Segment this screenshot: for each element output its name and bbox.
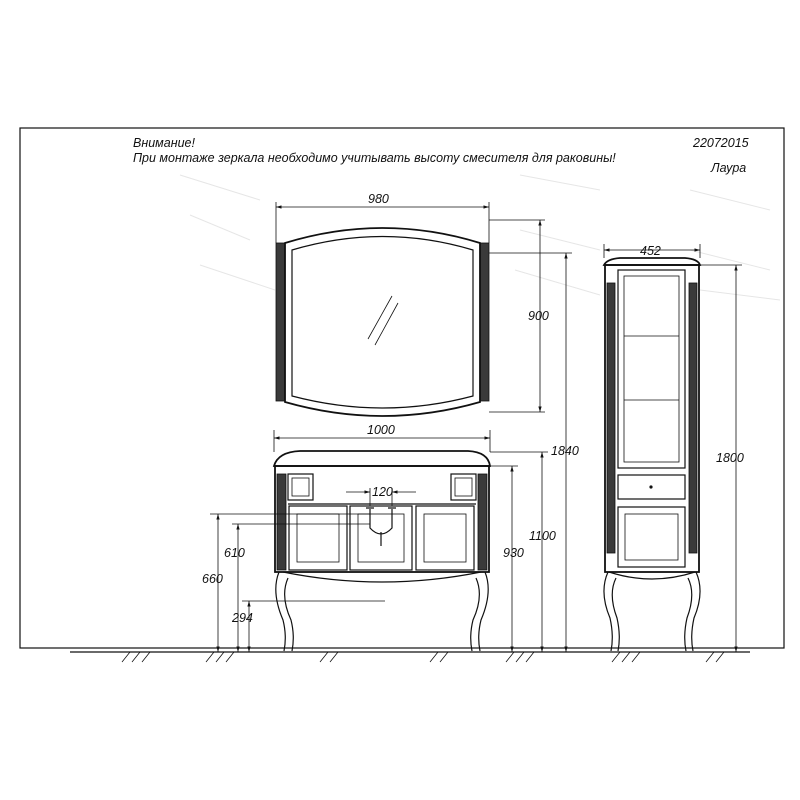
vanity-body <box>275 466 489 572</box>
dim-mirror-width <box>276 192 489 243</box>
dim-cabinet-height <box>700 265 744 652</box>
dim-vanity-width <box>274 423 490 452</box>
cabinet-right-leg <box>685 572 700 651</box>
cabinet-top <box>604 258 700 265</box>
vanity-countertop <box>274 451 490 466</box>
warning-text: При монтаже зеркала необходимо учитывать высоту смесителя для раковины! <box>133 151 616 165</box>
mirror <box>276 228 489 416</box>
vanity-right-pilaster <box>478 474 487 570</box>
vanity-left-leg <box>276 572 293 651</box>
cabinet-right-pilaster <box>689 283 697 553</box>
mirror-frame-outer <box>285 228 480 416</box>
vanity-apron <box>283 572 481 582</box>
vanity-left-pilaster <box>277 474 286 570</box>
vanity-right-door <box>416 506 474 570</box>
label-452: 452 <box>640 244 661 258</box>
dim-vanity-height <box>490 466 524 652</box>
dim-faucet-spacing <box>346 485 416 506</box>
label-610: 610 <box>224 546 245 560</box>
label-660: 660 <box>202 572 223 586</box>
floor-line <box>70 652 750 662</box>
cabinet-apron <box>609 572 695 579</box>
label-900: 900 <box>528 309 549 323</box>
vanity-right-leg <box>471 572 488 651</box>
drawing-code: 22072015 <box>693 136 749 150</box>
label-294: 294 <box>232 611 253 625</box>
label-930: 930 <box>503 546 524 560</box>
dim-cabinet-width <box>604 244 700 258</box>
label-1840: 1840 <box>551 444 579 458</box>
mirror-frame-inner <box>292 237 473 409</box>
cabinet-left-leg <box>604 572 619 651</box>
label-1100: 1100 <box>529 529 556 543</box>
label-1800: 1800 <box>716 451 744 465</box>
model-name: Лаура <box>711 161 747 175</box>
cabinet-glass-door <box>618 270 685 468</box>
mirror-right-column <box>480 243 489 401</box>
vanity <box>274 451 490 651</box>
vanity-left-door <box>289 506 347 570</box>
tall-cabinet <box>604 258 700 651</box>
cabinet-lower-door <box>618 507 685 567</box>
mirror-left-column <box>276 243 285 401</box>
cabinet-left-pilaster <box>607 283 615 553</box>
label-980: 980 <box>368 192 389 206</box>
warning-title: Внимание! <box>133 136 195 150</box>
label-1000: 1000 <box>367 423 395 437</box>
label-120: 120 <box>372 485 393 499</box>
mirror-glare <box>368 296 398 345</box>
dim-mirror-height <box>489 220 549 412</box>
